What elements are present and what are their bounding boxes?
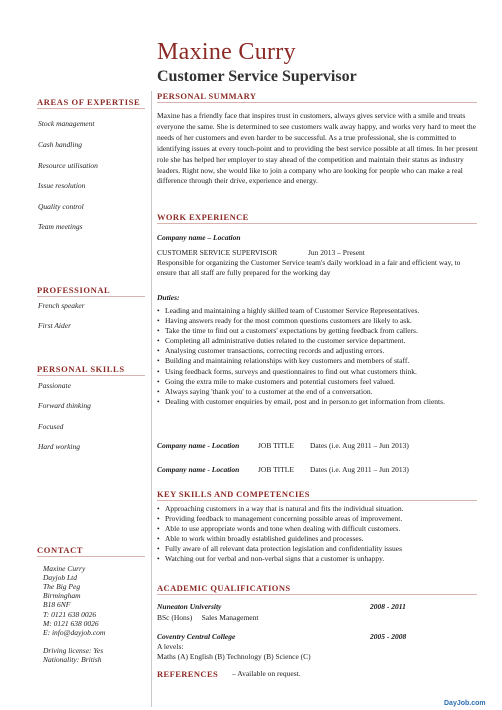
job-responsibility: Responsible for organizing the Customer Service team's daily workload in a fair and efficient way, to ensure that all staff are fully prepared for the working day xyxy=(157,258,461,278)
references-heading: REFERENCES xyxy=(157,669,219,679)
skills-heading: KEY SKILLS AND COMPETENCIES xyxy=(157,489,310,499)
candidate-name: Maxine Curry xyxy=(157,39,296,65)
professional-heading: PROFESSIONAL xyxy=(37,285,111,295)
expertise-item: Cash handling xyxy=(38,140,82,149)
references-text: – Available on request. xyxy=(232,669,301,678)
professional-rule xyxy=(37,296,145,297)
contact-postcode: B18 6NF xyxy=(43,600,71,609)
contact-company: Dayjob Ltd xyxy=(43,573,77,582)
personal-item: Forward thinking xyxy=(38,401,91,410)
personal-item: Passionate xyxy=(38,381,71,390)
school-name: Coventry Central College xyxy=(157,632,236,641)
current-job-title: CUSTOMER SERVICE SUPERVISOR xyxy=(157,248,278,257)
duty-item: • Building and maintaining relationships with key customers and members of staff. xyxy=(157,356,479,366)
skill-item: • Watching out for verbal and non-verbal signs that a customer is unhappy. xyxy=(157,554,479,564)
skill-item: • Fully aware of all relevant data protection legislation and confidentiality issues xyxy=(157,544,479,554)
current-job-dates: Jun 2013 – Present xyxy=(308,248,365,257)
expertise-item: Team meetings xyxy=(38,222,83,231)
previous-company: Company name - Location xyxy=(157,465,240,474)
work-rule xyxy=(157,223,477,224)
contact-driving-license: Driving license: Yes xyxy=(43,646,104,655)
duty-item: • Dealing with customer enquiries by email, post and in person.to get information from clients. xyxy=(157,397,479,407)
personal-item: Focused xyxy=(38,422,64,431)
contact-email: E: info@dayjob.com xyxy=(43,628,106,637)
summary-rule xyxy=(157,102,477,103)
column-divider xyxy=(151,91,152,707)
qualification-detail: A levels: xyxy=(157,642,184,651)
professional-item: French speaker xyxy=(38,301,85,310)
expertise-item: Stock management xyxy=(38,119,95,128)
personal-rule xyxy=(37,375,145,376)
job-title-heading: Customer Service Supervisor xyxy=(157,68,357,85)
summary-text: Maxine has a friendly face that inspires trust in customers, always gives service with a smile and treats everyone the same. She is determined to see customers walk away happy, and works very hard to meet the needs of her customers and even harder to be successful. As a true professional, she is committed to identifying issues at every touch-point and to providing the best service possible at all times. In her present role she has helped her employer to stay ahead of the competition and maintain their status as industry leaders. Right now, she would like to join a company who are looking for people who can make a real difference through their drive, experience and energy. xyxy=(157,111,478,186)
contact-mobile: M: 0121 638 0026 xyxy=(43,619,99,628)
expertise-item: Issue resolution xyxy=(38,181,86,190)
qualification-grades: Maths (A) English (B) Technology (B) Science (C) xyxy=(157,652,311,661)
expertise-item: Resource utilisation xyxy=(38,161,98,170)
previous-job-title: JOB TITLE xyxy=(258,465,294,474)
education-heading: ACADEMIC QUALIFICATIONS xyxy=(157,583,291,593)
contact-nationality: Nationality: British xyxy=(43,655,102,664)
previous-job-dates: Dates (i.e. Aug 2011 – Jun 2013) xyxy=(310,465,409,474)
duty-item: • Always saying 'thank you' to a customer at the end of a conversation. xyxy=(157,387,479,397)
contact-rule xyxy=(37,556,145,557)
work-heading: WORK EXPERIENCE xyxy=(157,212,249,222)
skill-item: • Able to use appropriate words and tone when dealing with difficult customers. xyxy=(157,524,479,534)
skills-list xyxy=(157,504,479,565)
school-dates: 2008 - 2011 xyxy=(370,602,406,611)
skill-item: • Providing feedback to management concerning possible areas of improvement. xyxy=(157,514,479,524)
duties-list xyxy=(157,306,479,407)
previous-job-dates: Dates (i.e. Aug 2011 – Jun 2013) xyxy=(310,441,409,450)
qualification-detail: BSc (Hons) Sales Management xyxy=(157,613,259,622)
duty-item: • Completing all administrative duties related to the customer service department. xyxy=(157,336,479,346)
duty-item: • Using feedback forms, surveys and questionnaires to find out what customers think. xyxy=(157,367,479,377)
previous-company: Company name - Location xyxy=(157,441,240,450)
duty-item: • Leading and maintaining a highly skilled team of Customer Service Representatives. xyxy=(157,306,479,316)
duty-item: • Analysing customer transactions, correcting records and adjusting errors. xyxy=(157,346,479,356)
personal-heading: PERSONAL SKILLS xyxy=(37,364,125,374)
expertise-heading: AREAS OF EXPERTISE xyxy=(37,97,141,107)
previous-job-title: JOB TITLE xyxy=(258,441,294,450)
school-name: Nuneaton University xyxy=(157,602,222,611)
duty-item: • Going the extra mile to make customers and potential customers feel valued. xyxy=(157,377,479,387)
personal-item: Hard working xyxy=(38,442,81,451)
skill-item: • Able to work within broadly established guidelines and processes. xyxy=(157,534,479,544)
contact-telephone: T: 0121 638 0026 xyxy=(43,610,97,619)
current-company: Company name – Location xyxy=(157,233,241,242)
contact-city: Birmingham xyxy=(43,591,81,600)
skills-rule xyxy=(157,500,477,501)
professional-item: First Aider xyxy=(38,321,71,330)
contact-address-line: The Big Peg xyxy=(43,582,81,591)
expertise-rule xyxy=(37,108,145,109)
education-rule xyxy=(157,594,477,595)
skill-item: • Approaching customers in a way that is natural and fits the individual situation. xyxy=(157,504,479,514)
duties-label: Duties: xyxy=(157,293,180,302)
duty-item: • Having answers ready for the most common questions customers are likely to ask. xyxy=(157,316,479,326)
summary-heading: PERSONAL SUMMARY xyxy=(157,91,257,101)
duty-item: • Take the time to find out a customers' expectations by getting feedback from callers. xyxy=(157,326,479,336)
expertise-item: Quality control xyxy=(38,202,84,211)
dayjob-logo: DayJob.com xyxy=(444,700,486,707)
contact-name: Maxine Curry xyxy=(43,564,86,573)
school-dates: 2005 - 2008 xyxy=(370,632,407,641)
contact-heading: CONTACT xyxy=(37,545,84,555)
